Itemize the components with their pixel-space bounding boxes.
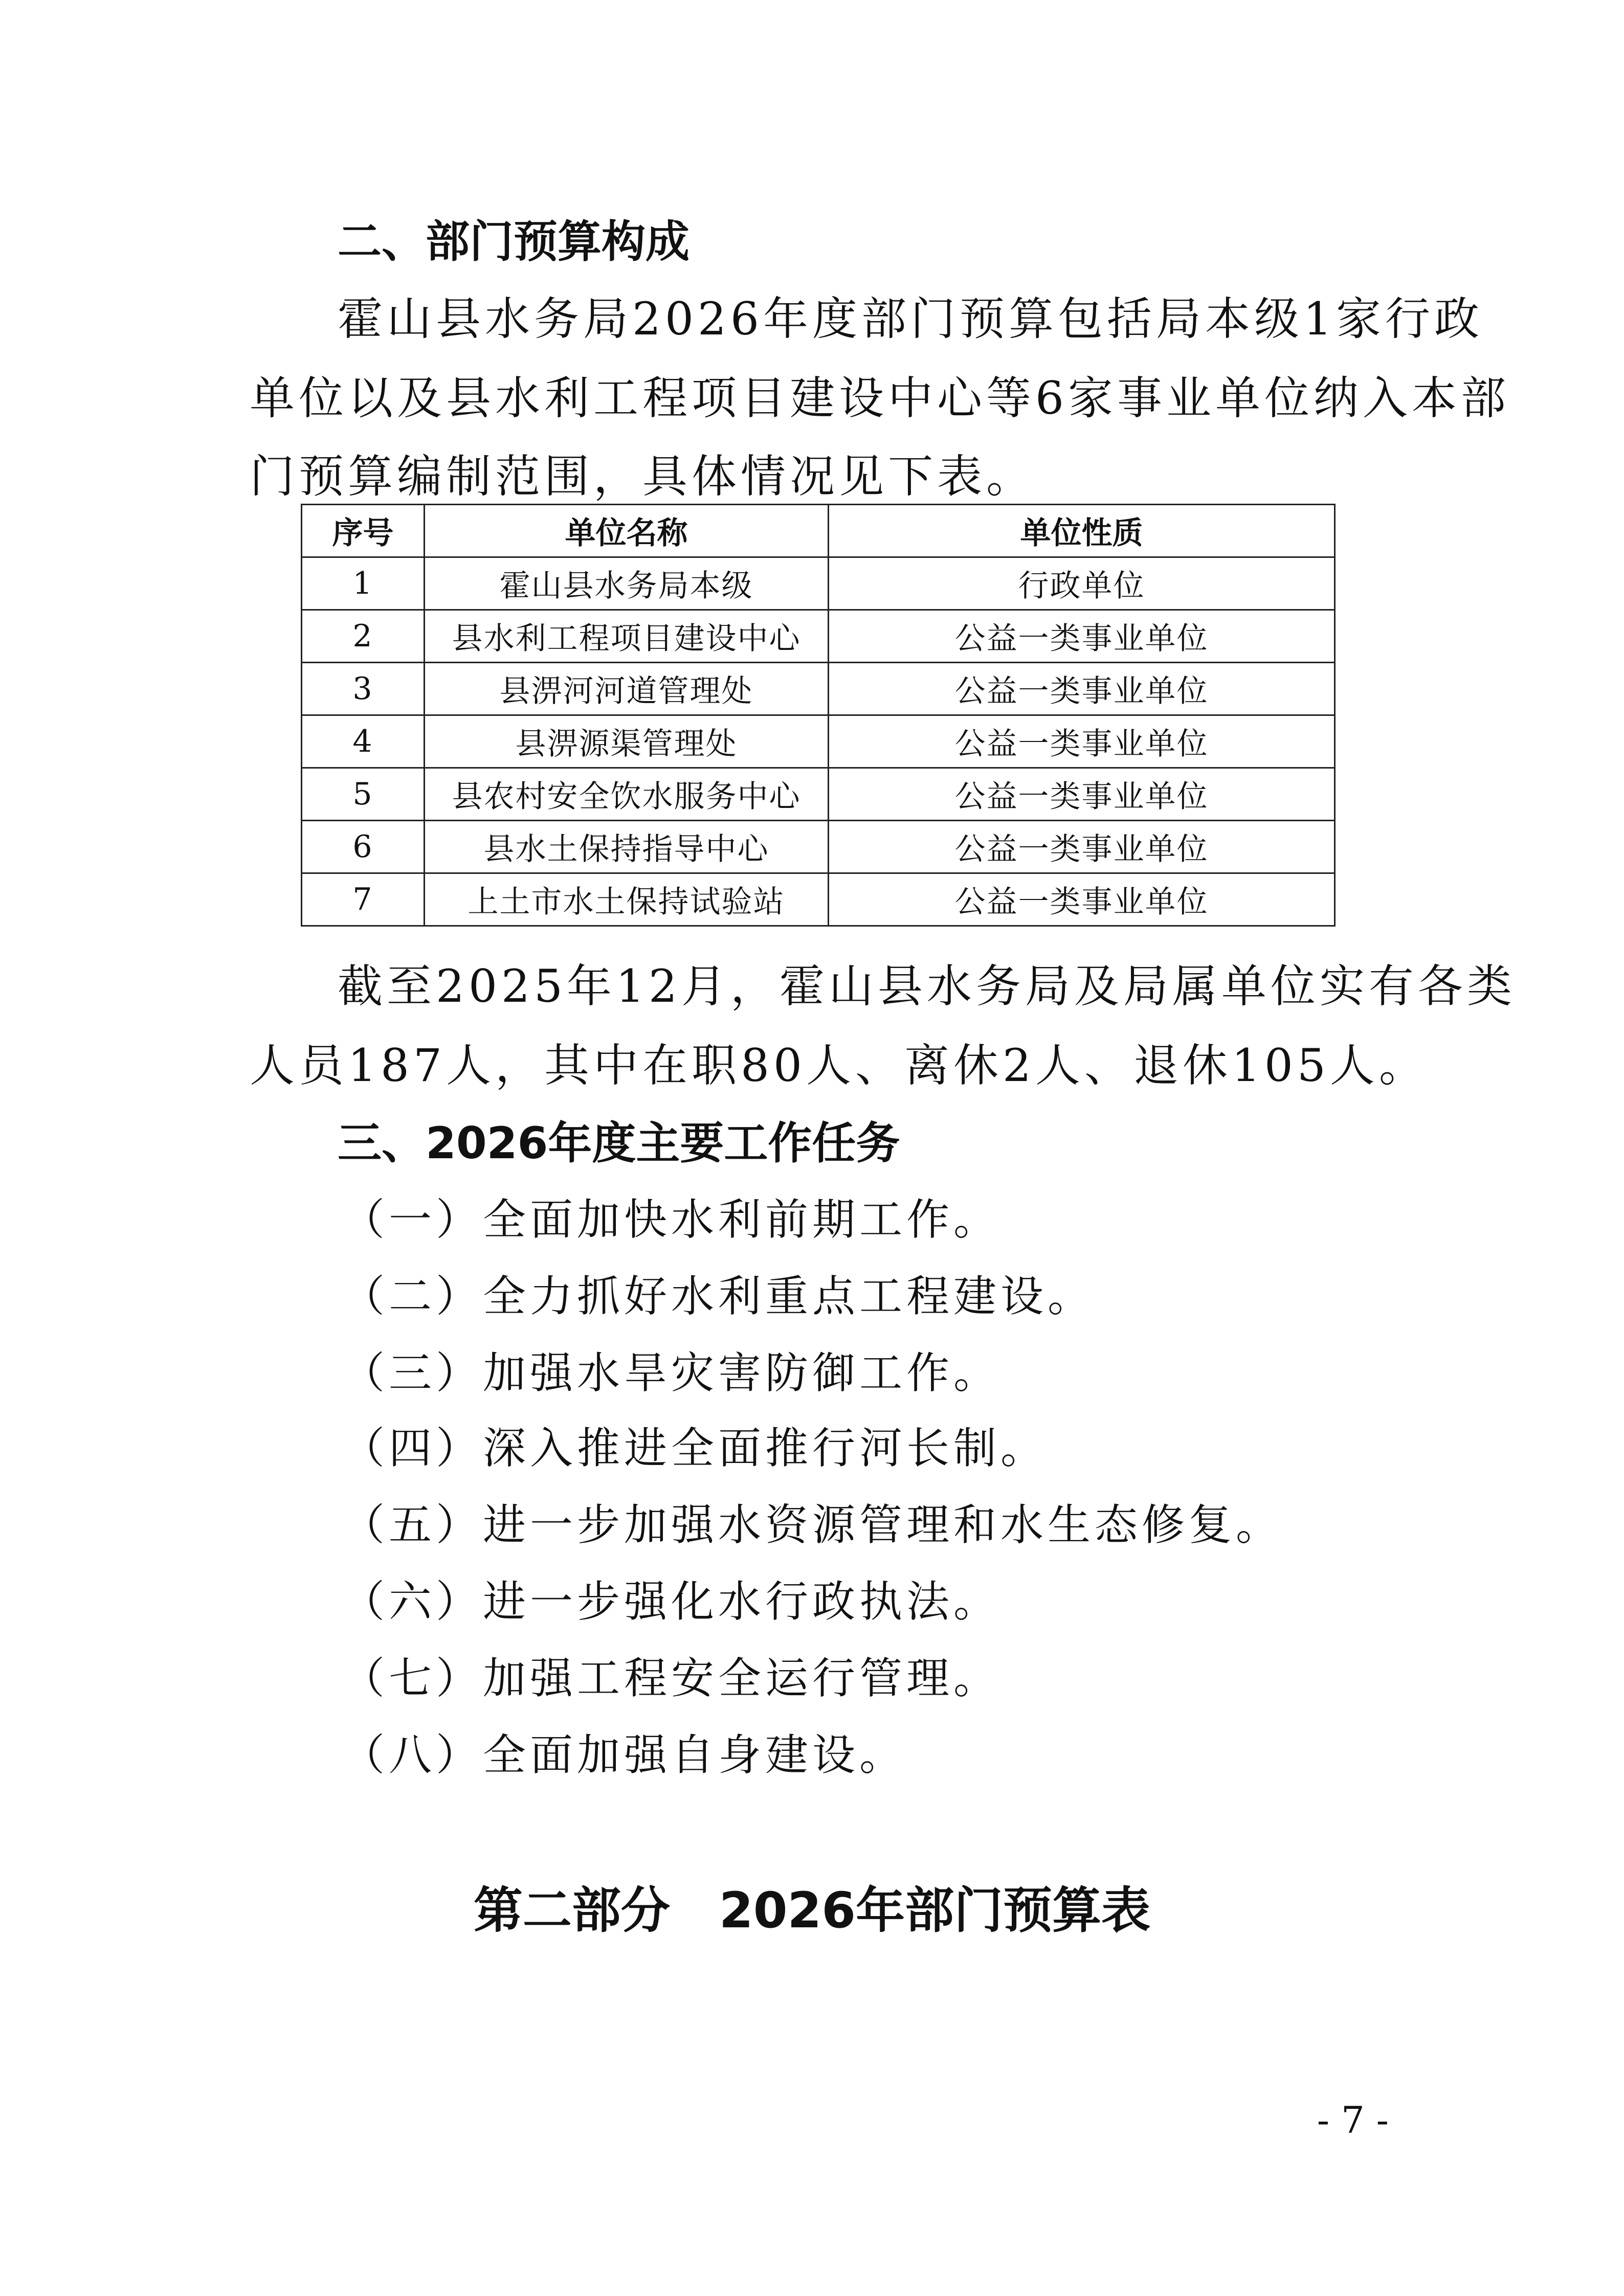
table-row xyxy=(302,715,1335,768)
units-table xyxy=(301,504,1334,927)
table-row xyxy=(302,873,1335,926)
table-cell-unit-type: 公益一类事业单位 xyxy=(829,873,1335,926)
task-item: （七）加强工程安全运行管理。 xyxy=(342,1653,1001,1703)
task-item: （三）加强水旱灾害防御工作。 xyxy=(342,1348,1001,1398)
section-heading-work-tasks: 三、2026年度主要工作任务 xyxy=(338,1118,900,1169)
table-cell-index: 4 xyxy=(302,715,425,768)
table-cell-unit-type: 公益一类事业单位 xyxy=(829,663,1335,715)
table-cell-index: 2 xyxy=(302,610,425,663)
column-header-unit-name: 单位名称 xyxy=(425,505,829,557)
table-cell-index: 6 xyxy=(302,821,425,873)
column-header-index: 序号 xyxy=(302,505,425,557)
task-item: （二）全力抓好水利重点工程建设。 xyxy=(342,1271,1095,1321)
page-number: - 7 - xyxy=(1317,2099,1389,2142)
table-cell-unit-type: 公益一类事业单位 xyxy=(829,821,1335,873)
paragraph-line: 门预算编制范围，具体情况见下表。 xyxy=(250,450,1036,503)
paragraph-line: 单位以及县水利工程项目建设中心等6家事业单位纳入本部 xyxy=(250,372,1510,424)
table-cell-index: 3 xyxy=(302,663,425,715)
table-row xyxy=(302,821,1335,873)
task-item: （五）进一步加强水资源管理和水生态修复。 xyxy=(342,1500,1283,1550)
table-row xyxy=(302,557,1335,610)
table-cell-index: 7 xyxy=(302,873,425,926)
table-cell-unit-type: 公益一类事业单位 xyxy=(829,715,1335,768)
table-cell-unit-name: 县水利工程项目建设中心 xyxy=(425,610,829,663)
table-cell-index: 1 xyxy=(302,557,425,610)
table-cell-unit-name: 霍山县水务局本级 xyxy=(425,557,829,610)
table-cell-unit-name: 县淠河河道管理处 xyxy=(425,663,829,715)
table-cell-index: 5 xyxy=(302,768,425,821)
table-row xyxy=(302,663,1335,715)
task-item: （一）全面加快水利前期工作。 xyxy=(342,1195,1001,1245)
paragraph-line: 霍山县水务局2026年度部门预算包括局本级1家行政 xyxy=(338,292,1483,345)
column-header-unit-type: 单位性质 xyxy=(829,505,1335,557)
table-cell-unit-name: 县淠源渠管理处 xyxy=(425,715,829,768)
staff-paragraph-line: 截至2025年12月，霍山县水务局及局属单位实有各类 xyxy=(338,960,1516,1012)
part-title: 第二部分 2026年部门预算表 xyxy=(473,1882,1151,1939)
table-cell-unit-type: 行政单位 xyxy=(829,557,1335,610)
table-cell-unit-name: 县农村安全饮水服务中心 xyxy=(425,768,829,821)
task-item: （四）深入推进全面推行河长制。 xyxy=(342,1423,1048,1473)
table-cell-unit-name: 上土市水土保持试验站 xyxy=(425,873,829,926)
table-header-row xyxy=(302,505,1335,557)
task-item: （六）进一步强化水行政执法。 xyxy=(342,1577,1001,1627)
staff-paragraph-line: 人员187人，其中在职80人、离休2人、退休105人。 xyxy=(250,1039,1428,1092)
section-heading-budget-structure: 二、部门预算构成 xyxy=(338,216,689,267)
table-cell-unit-type: 公益一类事业单位 xyxy=(829,610,1335,663)
task-item: （八）全面加强自身建设。 xyxy=(342,1730,907,1780)
table-row xyxy=(302,610,1335,663)
table-row xyxy=(302,768,1335,821)
table-cell-unit-type: 公益一类事业单位 xyxy=(829,768,1335,821)
table-cell-unit-name: 县水土保持指导中心 xyxy=(425,821,829,873)
